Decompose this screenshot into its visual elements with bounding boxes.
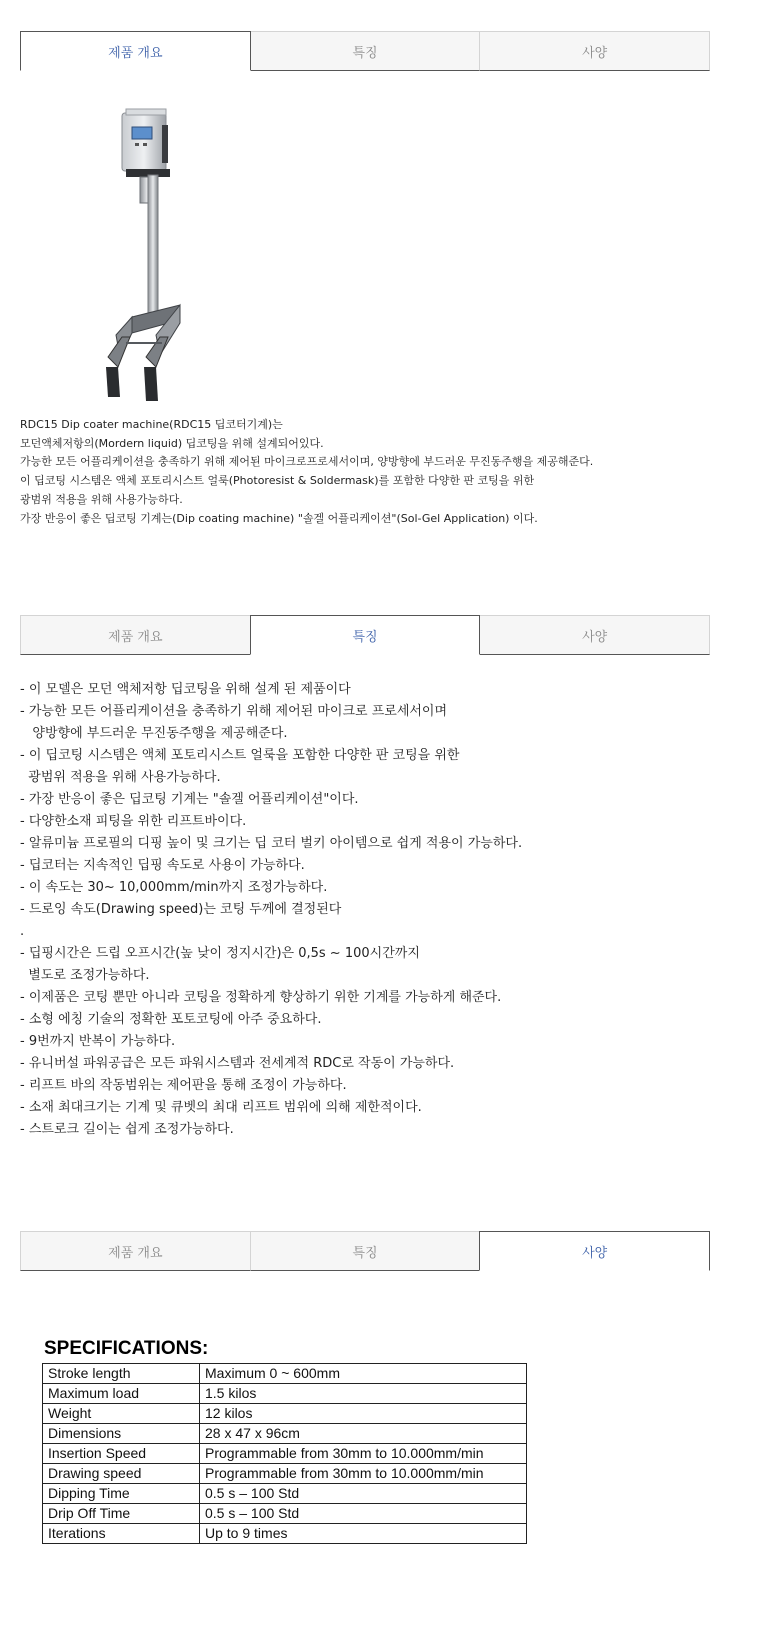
overview-line: 가장 반응이 좋은 딥코팅 기계는(Dip coating machine) "솔겔 어플리케이션"(Sol-Gel Application) 이다. (20, 511, 538, 525)
feature-line: - 리프트 바의 작동범위는 제어판을 통해 조정이 가능하다. (20, 1078, 347, 1093)
spec-value: 28 x 47 x 96cm (200, 1424, 527, 1444)
tab-specs[interactable]: 사양 (479, 31, 710, 71)
feature-line: 별도로 조정가능하다. (20, 968, 150, 983)
feature-line: - 이 모델은 모던 액체저항 딥코팅을 위해 설계 된 제품이다 (20, 682, 351, 697)
overview-line: 가능한 모든 어플리케이션을 충족하기 위해 제어된 마이크로프로세서이며, 양방향에 부드러운 무진동주행을 제공해준다. (20, 455, 594, 469)
table-row (43, 1404, 527, 1424)
specifications-table (42, 1363, 527, 1544)
table-row (43, 1384, 527, 1404)
overview-line: 광범위 적용을 위해 사용가능하다. (20, 492, 183, 506)
spec-value: 12 kilos (200, 1404, 527, 1424)
overview-line: 이 딥코팅 시스템은 액체 포토리시스트 얼룩(Photoresist & Soldermask)를 포함한 다양한 판 코팅을 위한 (20, 474, 535, 488)
feature-line: - 소형 에칭 기술의 정확한 포토코팅에 아주 중요하다. (20, 1012, 322, 1027)
spec-key: Maximum load (43, 1384, 200, 1404)
feature-line: - 가능한 모든 어플리케이션을 충족하기 위해 제어된 마이크로 프로세서이며 (20, 704, 448, 719)
feature-line: - 가장 반응이 좋은 딥코팅 기계는 "솔겔 어플리케이션"이다. (20, 792, 359, 807)
feature-line: - 스트로크 길이는 쉽게 조정가능하다. (20, 1122, 234, 1137)
feature-line: - 이 속도는 30~ 10,000mm/min까지 조정가능하다. (20, 880, 328, 895)
table-row (43, 1444, 527, 1464)
tab-bar-specs-section (20, 1231, 710, 1271)
spec-value: 0.5 s – 100 Std (200, 1504, 527, 1524)
tab-bar-features-section (20, 615, 710, 655)
spec-key: Drawing speed (43, 1464, 200, 1484)
spec-key: Dipping Time (43, 1484, 200, 1504)
dip-coater-product-image (96, 105, 196, 405)
spec-key: Stroke length (43, 1364, 200, 1384)
tab-specs[interactable]: 사양 (479, 1231, 710, 1271)
specifications-title: SPECIFICATIONS: (44, 1338, 209, 1359)
feature-line: 광범위 적용을 위해 사용가능하다. (20, 770, 221, 785)
spec-key: Drip Off Time (43, 1504, 200, 1524)
overview-description (20, 416, 740, 528)
spec-value: Programmable from 30mm to 10.000mm/min (200, 1444, 527, 1464)
feature-line: . (20, 924, 25, 939)
feature-line: - 다양한소재 피팅을 위한 리프트바이다. (20, 814, 247, 829)
table-row (43, 1464, 527, 1484)
tab-features[interactable]: 특징 (250, 615, 481, 655)
tab-overview[interactable]: 제품 개요 (20, 31, 251, 71)
spec-key: Dimensions (43, 1424, 200, 1444)
spec-value: Programmable from 30mm to 10.000mm/min (200, 1464, 527, 1484)
tab-bar-overview-section (20, 31, 710, 71)
spec-key: Iterations (43, 1524, 200, 1544)
table-row (43, 1524, 527, 1544)
feature-line: - 딥코터는 지속적인 딥핑 속도로 사용이 가능하다. (20, 858, 305, 873)
spec-value: Up to 9 times (200, 1524, 527, 1544)
tab-overview[interactable]: 제품 개요 (20, 1231, 250, 1271)
features-list (20, 679, 740, 1141)
feature-line: - 딥핑시간은 드립 오프시간(높 낮이 정지시간)은 0,5s ~ 100시간까지 (20, 946, 420, 961)
spec-value: 1.5 kilos (200, 1384, 527, 1404)
feature-line: 양방향에 부드러운 무진동주행을 제공해준다. (20, 726, 288, 741)
tab-features[interactable]: 특징 (250, 1231, 480, 1271)
table-row (43, 1364, 527, 1384)
tab-features[interactable]: 특징 (251, 31, 480, 71)
feature-line: - 유니버설 파워공급은 모든 파워시스템과 전세계적 RDC로 작동이 가능하다. (20, 1056, 455, 1071)
overview-line: 모던액체저항의(Mordern liquid) 딥코팅을 위해 설계되어있다. (20, 436, 324, 450)
feature-line: - 드로잉 속도(Drawing speed)는 코팅 두께에 결정된다 (20, 902, 342, 917)
feature-line: - 이제품은 코팅 뿐만 아니라 코팅을 정확하게 향상하기 위한 기계를 가능하게 해준다. (20, 990, 502, 1005)
feature-line: - 9번까지 반복이 가능하다. (20, 1034, 176, 1049)
table-row (43, 1484, 527, 1504)
table-row (43, 1504, 527, 1524)
feature-line: - 알류미늄 프로필의 디핑 높이 및 크기는 딥 코터 벌키 아이템으로 쉽게 적용이 가능하다. (20, 836, 523, 851)
tab-overview[interactable]: 제품 개요 (20, 615, 250, 655)
spec-value: Maximum 0 ~ 600mm (200, 1364, 527, 1384)
spec-key: Insertion Speed (43, 1444, 200, 1464)
spec-value: 0.5 s – 100 Std (200, 1484, 527, 1504)
tab-specs[interactable]: 사양 (480, 615, 710, 655)
feature-line: - 이 딥코팅 시스템은 액체 포토리시스트 얼룩을 포함한 다양한 판 코팅을 위한 (20, 748, 460, 763)
feature-line: - 소재 최대크기는 기계 및 큐벳의 최대 리프트 범위에 의해 제한적이다. (20, 1100, 422, 1115)
overview-line: RDC15 Dip coater machine(RDC15 딥코터기계)는 (20, 418, 283, 431)
spec-key: Weight (43, 1404, 200, 1424)
table-row (43, 1424, 527, 1444)
